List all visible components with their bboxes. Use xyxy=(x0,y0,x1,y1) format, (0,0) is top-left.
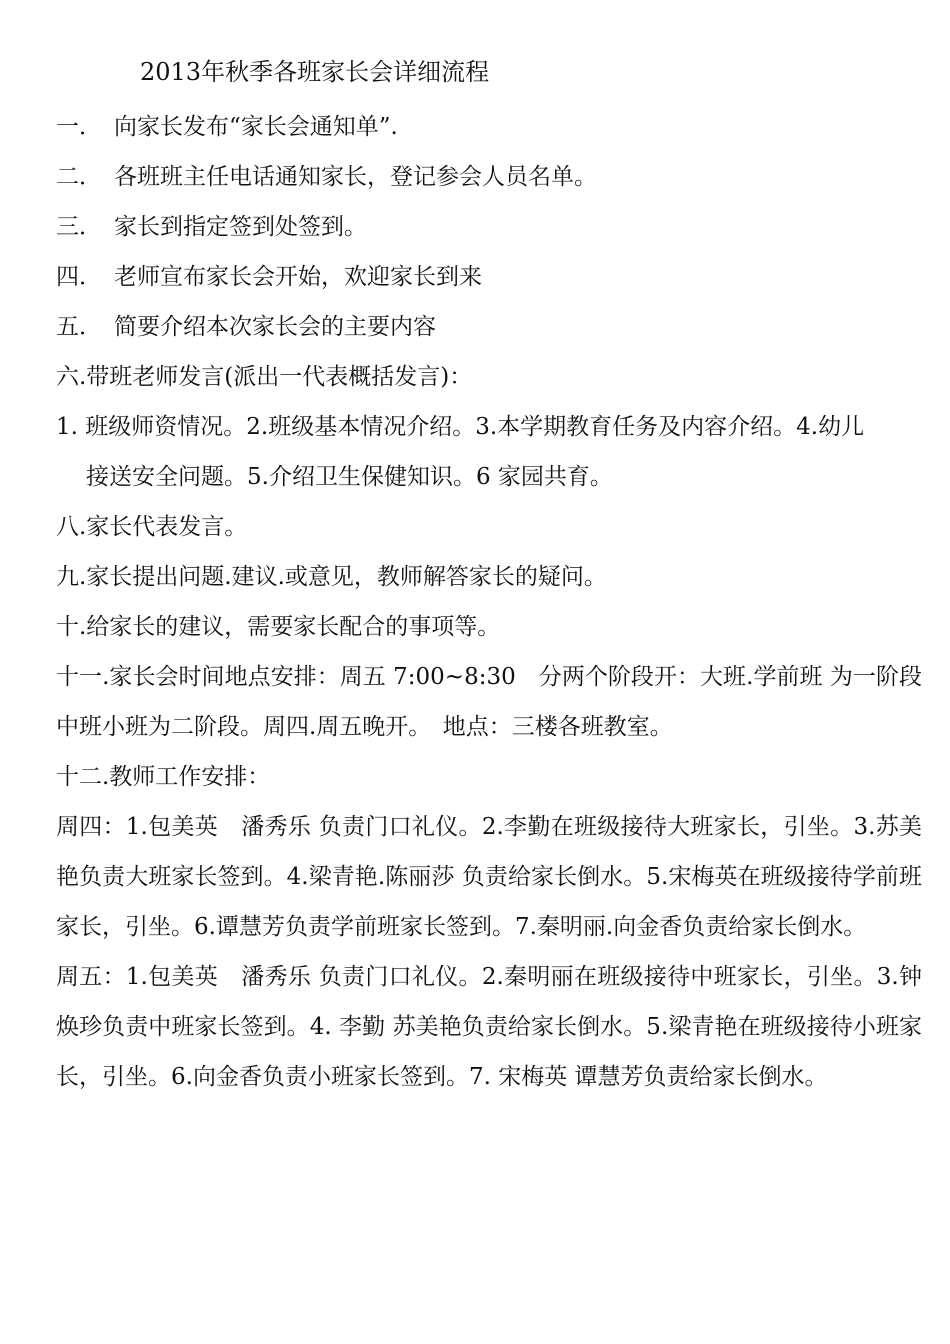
step-number: 四． xyxy=(56,264,102,290)
step-item xyxy=(56,152,922,202)
item12-heading: 十二.教师工作安排： xyxy=(56,764,271,790)
item8: 八.家长代表发言。 xyxy=(56,514,248,540)
item6-heading: 六.带班老师发言(派出一代表概括发言)： xyxy=(56,364,473,390)
document-title: 2013年秋季各班家长会详细流程 xyxy=(140,58,490,86)
step-number: 五． xyxy=(56,314,102,340)
step-text: 家长到指定签到处签到。 xyxy=(114,214,367,240)
step-text: 简要介绍本次家长会的主要内容 xyxy=(114,314,436,340)
item10: 十.给家长的建议，需要家长配合的事项等。 xyxy=(56,614,501,640)
item6-list-line: 接送安全问题。5.介绍卫生保健知识。6 家园共育。 xyxy=(86,464,613,490)
step-item xyxy=(56,102,922,152)
step-text: 各班班主任电话通知家长，登记参会人员名单。 xyxy=(114,164,597,190)
step-number: 一． xyxy=(56,114,102,140)
step-number: 二． xyxy=(56,164,102,190)
thursday-arrangement: 周四：1.包美英 潘秀乐 负责门口礼仪。2.李勤在班级接待大班家长，引坐。3.苏美艳负责大班家长签到。4.梁青艳.陈丽莎 负责给家长倒水。5.宋梅英在班级接待学前班家长，引坐。6.谭慧芳负责学前班家长签到。7.秦明丽.向金香负责给家长倒水。 xyxy=(56,814,922,940)
step-number: 三． xyxy=(56,214,102,240)
step-text: 向家长发布“家长会通知单”. xyxy=(114,114,398,140)
item6-list xyxy=(56,402,922,502)
friday-arrangement: 周五：1.包美英 潘秀乐 负责门口礼仪。2.秦明丽在班级接待中班家长，引坐。3.钟焕珍负责中班家长签到。4. 李勤 苏美艳负责给家长倒水。5.梁青艳在班级接待小班家长，引坐。6.向金香负责小班家长签到。7. 宋梅英 谭慧芳负责给家长倒水。 xyxy=(56,964,922,1090)
step-item xyxy=(56,202,922,252)
document-page xyxy=(56,52,945,1102)
step-text: 老师宣布家长会开始，欢迎家长到来 xyxy=(114,264,482,290)
item9: 九.家长提出问题.建议.或意见，教师解答家长的疑问。 xyxy=(56,564,607,590)
item6-list-line: 1. 班级师资情况。2.班级基本情况介绍。3.本学期教育任务及内容介绍。4.幼儿 xyxy=(56,414,865,440)
item11-schedule: 十一.家长会时间地点安排：周五 7:00~8:30 分两个阶段开：大班.学前班 为一阶段 中班小班为二阶段。周四.周五晚开。 地点：三楼各班教室。 xyxy=(56,664,945,740)
step-item xyxy=(56,252,922,302)
step-item xyxy=(56,302,922,352)
